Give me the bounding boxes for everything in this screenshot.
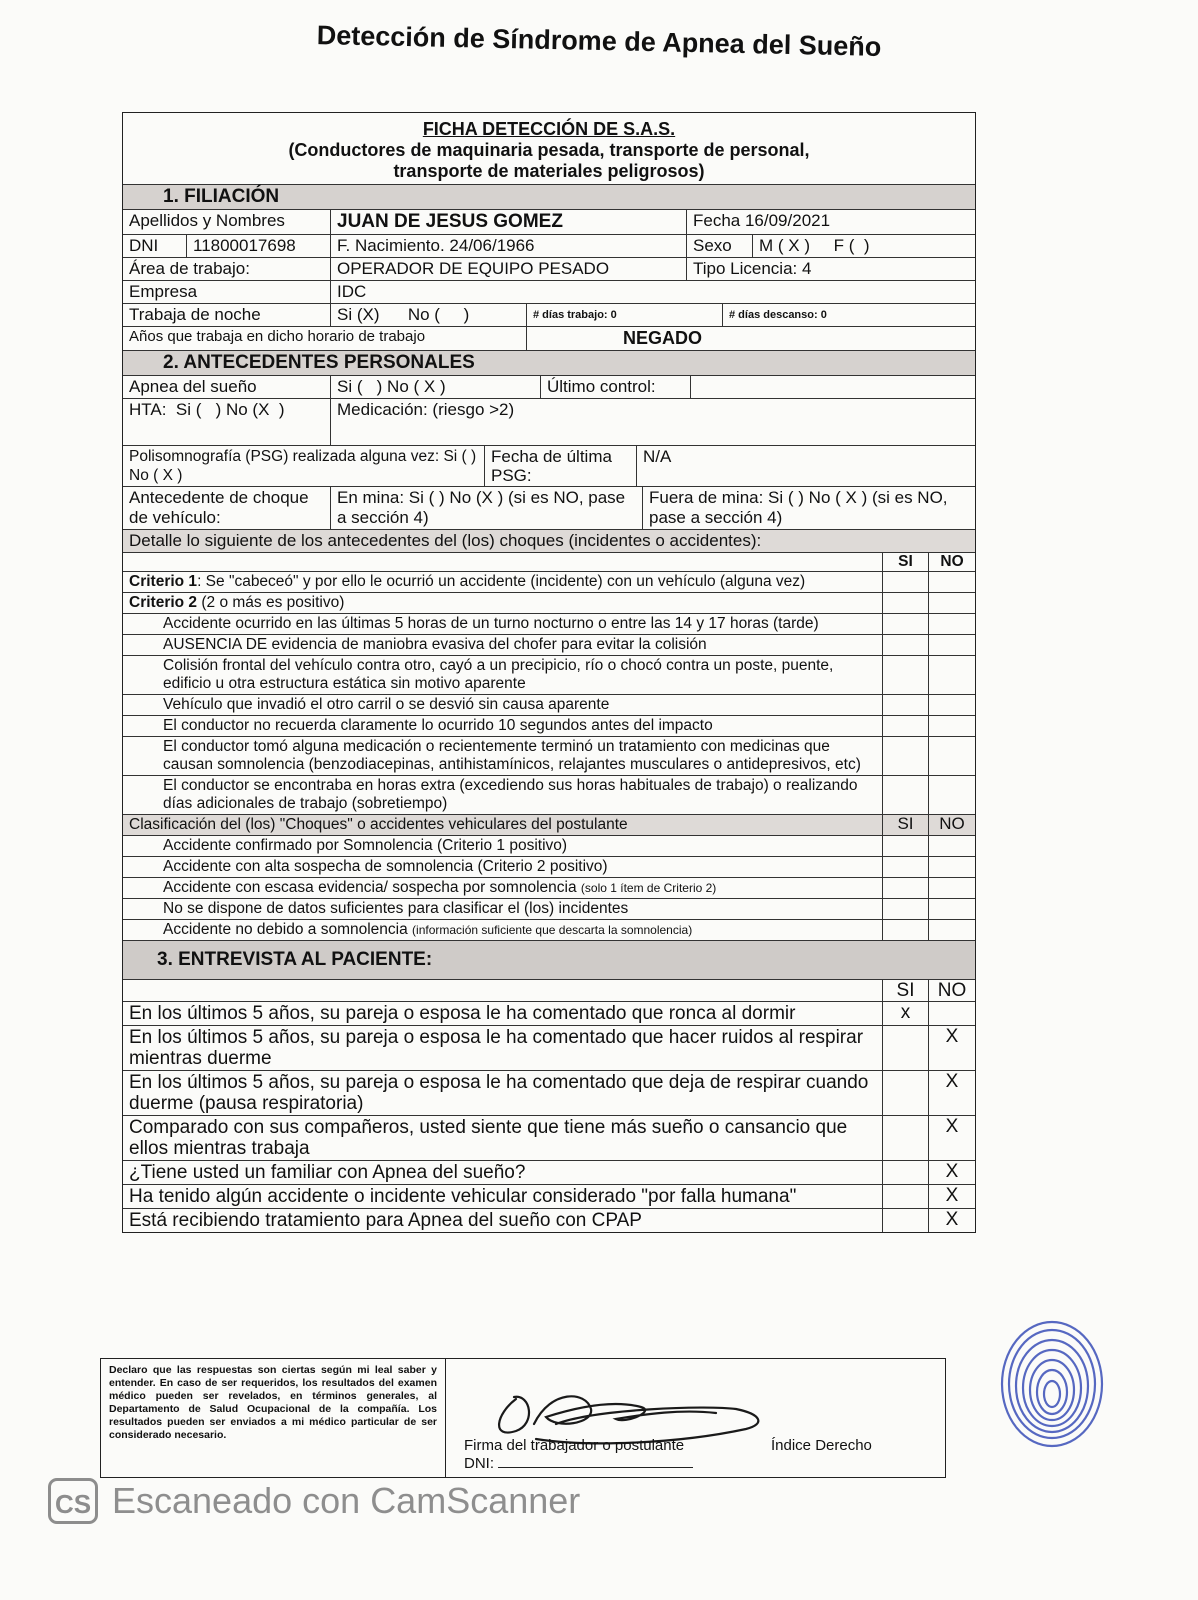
clasif-si[interactable]	[883, 899, 929, 919]
criterio-item-si[interactable]	[883, 737, 929, 775]
entrevista-si-header: SI	[883, 980, 929, 1001]
criterio-1-row	[123, 572, 975, 593]
pregunta-text: Comparado con sus compañeros, usted siente que tiene más sueño o cansancio que ellos mientras trabaja	[123, 1116, 883, 1160]
choque-mina: En mina: Si ( ) No (X ) (si es NO, pase a sección 4)	[331, 487, 643, 529]
declaration-box	[100, 1358, 946, 1478]
criterio-1-si[interactable]	[883, 572, 929, 592]
row-apellidos	[123, 210, 975, 235]
dni-label: DNI	[123, 235, 187, 257]
pregunta-text: ¿Tiene usted un familiar con Apnea del sueño?	[123, 1161, 883, 1184]
clasif-no[interactable]	[929, 836, 975, 856]
criterio-item: Vehículo que invadió el otro carril o se desvió sin causa aparente	[123, 695, 883, 715]
pregunta-no[interactable]: X	[945, 1161, 959, 1182]
criterio-item-no[interactable]	[929, 737, 975, 775]
criterio-1-no[interactable]	[929, 572, 975, 592]
noche-label: Trabaja de noche	[123, 304, 331, 326]
clasif-no[interactable]	[929, 920, 975, 940]
criterio-item-row	[123, 614, 975, 635]
criterio-item-si[interactable]	[883, 776, 929, 814]
criterio-1-text: : Se "cabeceó" y por ello le ocurrió un accidente (incidente) con un vehículo (alguna vez)	[197, 573, 806, 590]
ficha-subtitle-2: transporte de materiales peligrosos)	[393, 161, 705, 181]
clasif-no[interactable]	[929, 857, 975, 877]
criterio-item-row	[123, 776, 975, 815]
criterio-item-no[interactable]	[929, 716, 975, 736]
criterio-item-si[interactable]	[883, 716, 929, 736]
criterio-item-row	[123, 737, 975, 776]
empresa-label: Empresa	[123, 281, 331, 303]
fingerprint-icon	[992, 1312, 1112, 1452]
clasif-si[interactable]	[883, 857, 929, 877]
area-value: OPERADOR DE EQUIPO PESADO	[331, 258, 687, 280]
criterio-item-row	[123, 635, 975, 656]
criterio-item-si[interactable]	[883, 656, 929, 694]
criterios-header	[123, 553, 975, 572]
pregunta-row	[123, 1026, 975, 1071]
section-filiacion: 1. FILIACIÓN	[123, 185, 975, 210]
pregunta-text: Ha tenido algún accidente o incidente vehicular considerado "por falla humana"	[123, 1185, 883, 1208]
row-psg	[123, 446, 975, 487]
row-detalle	[123, 530, 975, 553]
pregunta-no[interactable]: X	[945, 1116, 959, 1137]
criterio-item-si[interactable]	[883, 614, 929, 634]
entrevista-no-header: NO	[937, 980, 967, 1001]
apellidos-label: Apellidos y Nombres	[123, 210, 331, 234]
row-hta	[123, 399, 975, 446]
clasif-si-header: SI	[883, 815, 929, 835]
firma-label: Firma del trabajador o postulante	[464, 1437, 685, 1454]
criterio-2-text: (2 o más es positivo)	[197, 594, 345, 611]
pregunta-text: En los últimos 5 años, su pareja o esposa le ha comentado que hacer ruidos al respirar mientras duerme	[123, 1026, 883, 1070]
clasif-note: (solo 1 ítem de Criterio 2)	[580, 881, 717, 895]
ultimo-control-label: Último control:	[541, 376, 691, 398]
empresa-value: IDC	[337, 282, 367, 301]
medicacion-label: Medicación: (riesgo >2)	[337, 400, 515, 419]
detalle-label: Detalle lo siguiente de los antecedentes del (los) choques (incidentes o accidentes):	[129, 531, 762, 550]
clasif-note: (información suficiente que descarta la somnolencia)	[412, 923, 693, 937]
row-dni	[123, 235, 975, 258]
dias-descanso: # días descanso: 0	[729, 309, 827, 321]
criterio-1-label: Criterio 1	[129, 573, 198, 590]
criterio-item: Colisión frontal del vehículo contra otro, cayó a un precipicio, río o chocó contra un poste, puente, edificio u otra estructura estática sin motivo aparente	[123, 656, 883, 694]
form-header	[123, 113, 975, 185]
row-noche	[123, 304, 975, 327]
sexo-value: M ( X ) F ( )	[759, 236, 870, 255]
row-area	[123, 258, 975, 281]
criterio-item-no[interactable]	[929, 695, 975, 715]
clasif-row	[123, 920, 975, 941]
clasif-si[interactable]	[883, 920, 929, 940]
pregunta-no[interactable]: X	[945, 1209, 959, 1230]
ficha-subtitle-1: (Conductores de maquinaria pesada, transporte de personal,	[288, 140, 810, 160]
clasif-no[interactable]	[929, 878, 975, 898]
si-header: SI	[883, 553, 929, 571]
criterio-item: AUSENCIA DE evidencia de maniobra evasiva del chofer para evitar la colisión	[123, 635, 883, 655]
apnea-value: Si ( ) No ( X )	[331, 376, 541, 398]
indice-label: Índice Derecho	[771, 1437, 872, 1454]
clasif-row	[123, 857, 975, 878]
pregunta-no[interactable]: X	[945, 1185, 959, 1206]
signature-area	[446, 1359, 945, 1477]
no-header: NO	[940, 553, 964, 570]
criterio-item-no[interactable]	[929, 776, 975, 814]
pregunta-text: En los últimos 5 años, su pareja o esposa le ha comentado que deja de respirar cuando duerme (pausa respiratoria)	[123, 1071, 883, 1115]
pregunta-si[interactable]	[883, 1161, 929, 1184]
pregunta-si[interactable]	[883, 1209, 929, 1232]
psg-fecha-value: N/A	[643, 447, 672, 466]
pregunta-row	[123, 1116, 975, 1161]
clasif-si[interactable]	[883, 836, 929, 856]
choque-fuera: Fuera de mina: Si ( ) No ( X ) (si es NO, pase a sección 4)	[649, 488, 948, 527]
entrevista-header	[123, 980, 975, 1002]
criterio-2-label: Criterio 2	[129, 594, 198, 611]
dni-value: 11800017698	[187, 235, 331, 257]
pregunta-no[interactable]	[929, 1002, 975, 1025]
pregunta-text: Está recibiendo tratamiento para Apnea del sueño con CPAP	[123, 1209, 883, 1232]
pregunta-row	[123, 1002, 975, 1026]
criterio-item-si[interactable]	[883, 635, 929, 655]
declaration-text: Declaro que las respuestas son ciertas según mi leal saber y entender. En caso de ser requeridos, los resultados del examen médico pueden ser revelados, en términos generales, al Departamento de Salud Ocupacional de la compañía. Los resultados pueden ser enviados a mi médico particular de ser considerado necesario.	[101, 1359, 446, 1477]
clasif-row	[123, 836, 975, 857]
criterio-item-row	[123, 695, 975, 716]
row-choque	[123, 487, 975, 530]
pregunta-si[interactable]	[883, 1026, 929, 1070]
pregunta-row	[123, 1161, 975, 1185]
row-anios	[123, 327, 975, 351]
clasif-item: Accidente con escasa evidencia/ sospecha por somnolencia	[163, 879, 577, 896]
section-entrevista: 3. ENTREVISTA AL PACIENTE:	[123, 941, 975, 980]
pregunta-si[interactable]	[883, 1185, 929, 1208]
noche-value: Si (X) No ( )	[331, 304, 527, 326]
psg-fecha-label: Fecha de última PSG:	[485, 446, 637, 486]
clasif-item: Accidente confirmado por Somnolencia (Criterio 1 positivo)	[123, 836, 883, 856]
clasif-item: Accidente no debido a somnolencia	[163, 921, 408, 938]
criterio-item: El conductor se encontraba en horas extra (excediendo sus horas habituales de trabajo) o realizando días adicionales de trabajo (sobretiempo)	[123, 776, 883, 814]
clasif-item: No se dispone de datos suficientes para clasificar el (los) incidentes	[123, 899, 883, 919]
pregunta-no[interactable]: X	[945, 1026, 959, 1047]
camscanner-watermark: Escaneado con CamScanner	[112, 1480, 581, 1521]
hta-label: HTA: Si ( ) No (X )	[123, 399, 331, 445]
criterio-item-no[interactable]	[929, 635, 975, 655]
nacimiento-value: F. Nacimiento. 24/06/1966	[331, 235, 687, 257]
criterio-item-row	[123, 716, 975, 737]
pregunta-si[interactable]	[883, 1116, 929, 1160]
apellidos-value: JUAN DE JESUS GOMEZ	[331, 210, 687, 234]
psg-label: Polisomnografía (PSG) realizada alguna vez: Si ( ) No ( X )	[123, 446, 485, 486]
section-antecedentes: 2. ANTECEDENTES PERSONALES	[123, 351, 975, 376]
clasif-item: Accidente con alta sospecha de somnolencia (Criterio 2 positivo)	[123, 857, 883, 877]
anios-value: NEGADO	[623, 328, 703, 348]
criterio-item: El conductor tomó alguna medicación o recientemente terminó un tratamiento con medicinas que causan somnolencia (benzodiacepinas, antihistamínicos, relajantes musculares o antidepresivos, etc)	[123, 737, 883, 775]
criterio-item-row	[123, 656, 975, 695]
pregunta-text: En los últimos 5 años, su pareja o esposa le ha comentado que ronca al dormir	[123, 1002, 883, 1025]
ultimo-control-value	[691, 376, 975, 398]
clasif-no-header: NO	[939, 814, 965, 833]
pregunta-no[interactable]: X	[945, 1071, 959, 1092]
sas-form	[122, 112, 976, 1233]
clasificacion-label: Clasificación del (los) "Choques" o accidentes vehiculares del postulante	[123, 815, 883, 835]
criterio-item-no[interactable]	[929, 656, 975, 694]
anios-label: Años que trabaja en dicho horario de trabajo	[123, 327, 527, 350]
camscanner-logo-icon: CS	[48, 1478, 98, 1524]
row-empresa	[123, 281, 975, 304]
sexo-label: Sexo	[687, 235, 753, 257]
clasif-no[interactable]	[929, 899, 975, 919]
apnea-label: Apnea del sueño	[123, 376, 331, 398]
firma-dni-label: DNI:	[464, 1455, 494, 1472]
criterio-item-no[interactable]	[929, 614, 975, 634]
clasificacion-header	[123, 815, 975, 836]
pregunta-row	[123, 1071, 975, 1116]
choque-label: Antecedente de choque de vehículo:	[123, 487, 331, 529]
clasif-si[interactable]	[883, 878, 929, 898]
criterio-item: Accidente ocurrido en las últimas 5 horas de un turno nocturno o entre las 14 y 17 horas (tarde)	[123, 614, 883, 634]
ficha-title: FICHA DETECCIÓN DE S.A.S.	[422, 119, 676, 139]
area-label: Área de trabajo:	[123, 258, 331, 280]
licencia-value: Tipo Licencia: 4	[693, 259, 812, 278]
document-title: Detección de Síndrome de Apnea del Sueño	[316, 20, 882, 62]
pregunta-si[interactable]: x	[883, 1002, 929, 1025]
row-apnea	[123, 376, 975, 399]
criterio-2-row	[123, 593, 975, 614]
firma-dni-line[interactable]	[498, 1467, 693, 1468]
criterio-item: El conductor no recuerda claramente lo ocurrido 10 segundos antes del impacto	[123, 716, 883, 736]
criterio-item-si[interactable]	[883, 695, 929, 715]
fecha-value: Fecha 16/09/2021	[693, 211, 831, 230]
clasif-row	[123, 878, 975, 899]
clasif-row	[123, 899, 975, 920]
dias-trabajo: # días trabajo: 0	[527, 304, 723, 326]
pregunta-row	[123, 1209, 975, 1232]
pregunta-row	[123, 1185, 975, 1209]
pregunta-si[interactable]	[883, 1071, 929, 1115]
